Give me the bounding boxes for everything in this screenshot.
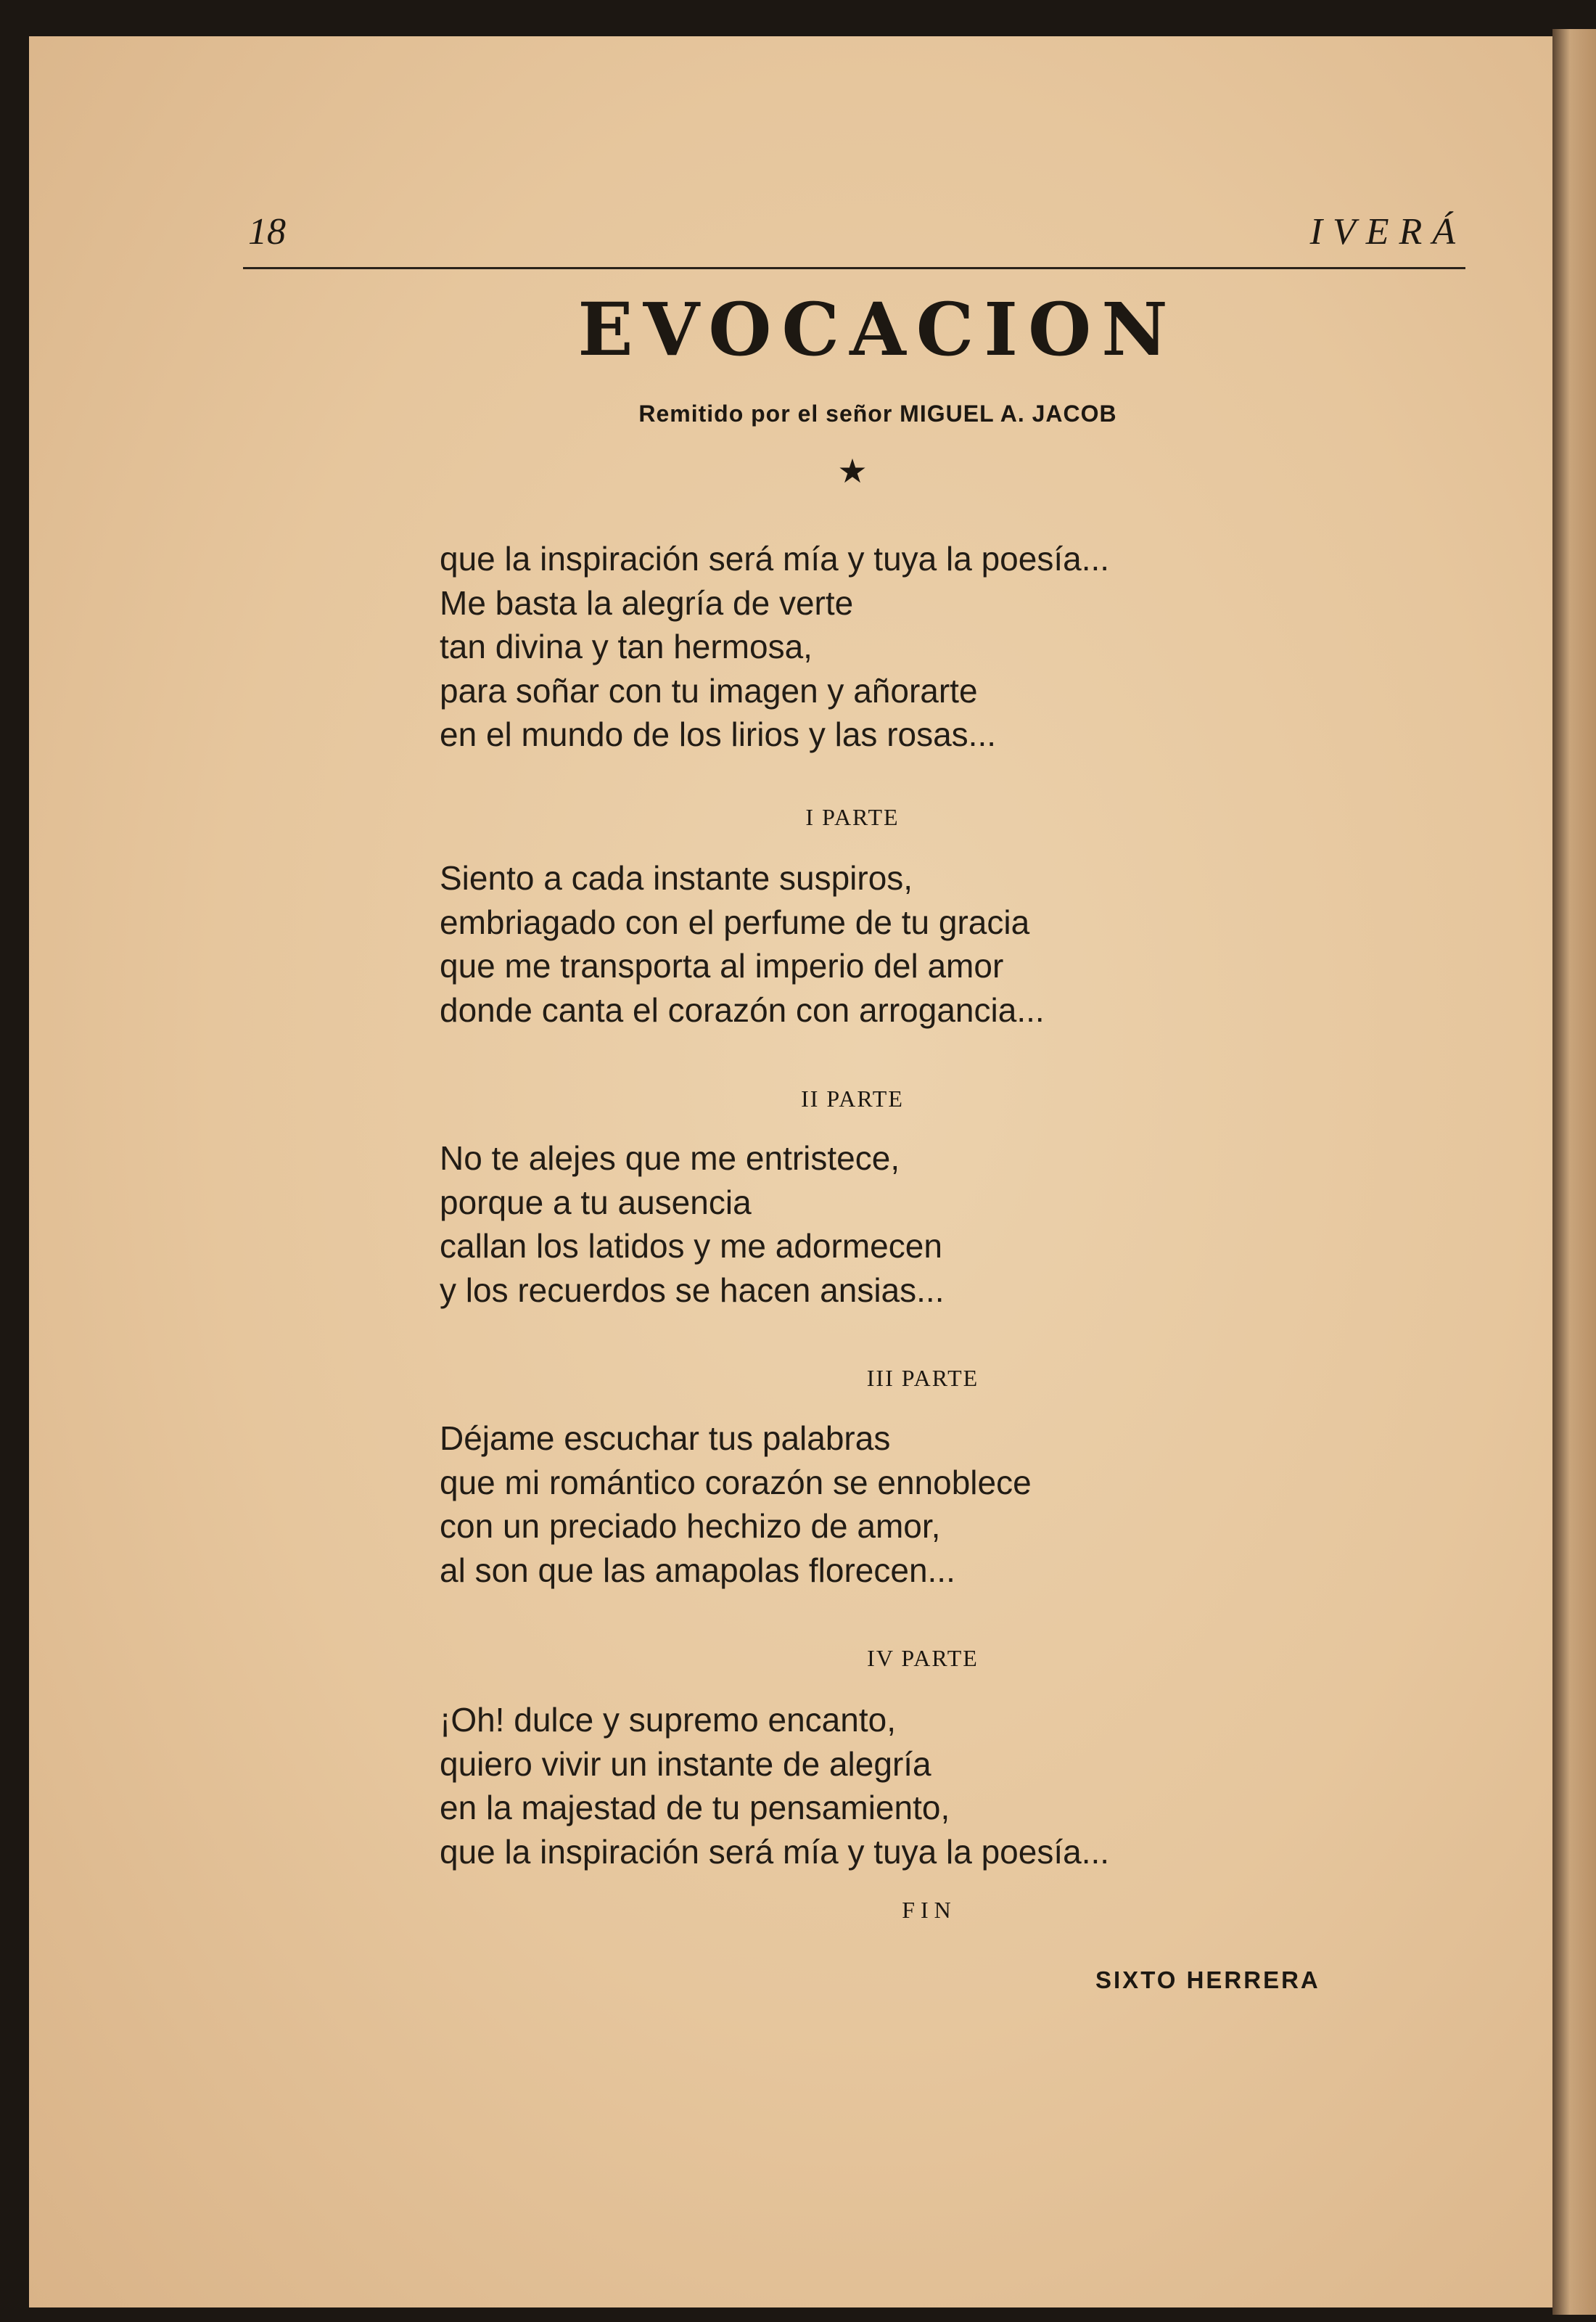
stanza-part-2 — [440, 1136, 944, 1312]
verse-line: porque a tu ausencia — [440, 1183, 752, 1221]
verse-line: y los recuerdos se hacen ansias... — [440, 1271, 945, 1309]
page-number: 18 — [248, 211, 286, 253]
verse-line: quiero vivir un instante de alegría — [440, 1744, 931, 1783]
verse-line: en la majestad de tu pensamiento, — [440, 1789, 950, 1826]
verse-line: que me transporta al imperio del amor — [440, 947, 1004, 985]
author-signature: SIXTO HERRERA — [1095, 1966, 1320, 1993]
verse-line: que la inspiración será mía y tuya la poesía... — [440, 540, 1110, 578]
verse-line: que la inspiración será mía y tuya la poesía... — [440, 1832, 1110, 1871]
section-heading: III PARTE — [866, 1365, 979, 1391]
verse-line: ¡Oh! dulce y supremo encanto, — [440, 1701, 896, 1739]
verse-line: Me basta la alegría de verte — [440, 583, 854, 622]
verse-line: callan los latidos y me adormecen — [440, 1227, 942, 1265]
section-heading: IV PARTE — [867, 1645, 979, 1671]
stanza-intro — [440, 537, 1109, 757]
star-ornament-icon: ★ — [837, 453, 868, 490]
verse-line: Siento a cada instante suspiros, — [440, 859, 913, 897]
stanza-part-3 — [440, 1416, 1032, 1592]
running-title: IVERÁ — [1309, 211, 1465, 253]
verse-line: que mi romántico corazón se ennoblece — [440, 1463, 1032, 1501]
verse-line: No te alejes que me entristece, — [440, 1139, 900, 1177]
verse-line: para soñar con tu imagen y añorarte — [440, 671, 978, 710]
verse-line: donde canta el corazón con arrogancia... — [440, 990, 1045, 1029]
section-heading: II PARTE — [801, 1086, 904, 1112]
poem-title: EVOCACION — [577, 287, 1178, 372]
stanza-part-1 — [440, 856, 1045, 1032]
stanza-part-4 — [440, 1698, 1109, 1874]
end-marker: FIN — [902, 1897, 957, 1923]
header-rule — [243, 267, 1465, 269]
verse-line: embriagado con el perfume de tu gracia — [440, 903, 1030, 941]
poem-subtitle: Remitido por el señor MIGUEL A. JACOB — [638, 401, 1117, 427]
verse-line: al son que las amapolas florecen... — [440, 1551, 955, 1589]
verse-line: con un preciado hechizo de amor, — [440, 1507, 941, 1545]
verse-line: Déjame escuchar tus palabras — [440, 1419, 891, 1457]
verse-line: tan divina y tan hermosa, — [440, 628, 813, 665]
verse-line: en el mundo de los lirios y las rosas... — [440, 715, 997, 753]
section-heading: I PARTE — [805, 804, 900, 830]
